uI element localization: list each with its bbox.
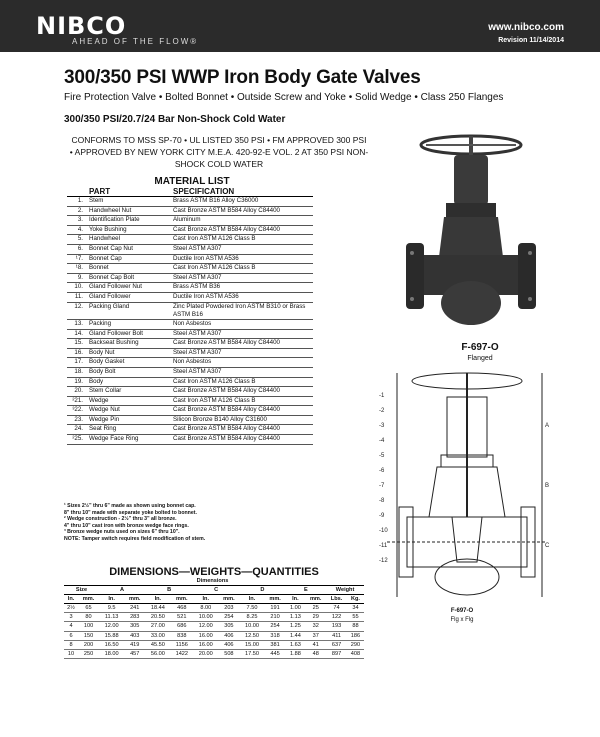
material-part-cell: Body xyxy=(87,377,171,387)
material-col-spec: SPECIFICATION xyxy=(171,187,313,197)
dim-unit-header: mm. xyxy=(78,595,99,604)
material-row xyxy=(67,235,313,245)
dim-unit-header: mm. xyxy=(305,595,326,604)
dim-cell: 305 xyxy=(124,622,145,631)
product-model-sub: Flanged xyxy=(467,355,493,362)
dim-cell: 8 xyxy=(64,640,78,649)
dim-unit-header: In. xyxy=(286,595,306,604)
svg-text:B: B xyxy=(545,483,550,489)
gate-valve-illustration xyxy=(406,125,536,340)
dim-cell: 65 xyxy=(78,604,99,613)
dim-cell: 1.44 xyxy=(286,631,306,640)
dim-unit-header: mm. xyxy=(171,595,194,604)
dim-cell: 11.13 xyxy=(99,613,124,622)
material-spec-cell: Ductile Iron ASTM A536 xyxy=(171,292,313,302)
svg-text:-12: -12 xyxy=(379,558,388,564)
material-spec-cell: Cast Bronze ASTM B584 Alloy C84400 xyxy=(171,425,313,435)
material-part-cell: Seat Ring xyxy=(87,425,171,435)
dim-cell: 18.44 xyxy=(145,604,170,613)
dim-cell: 25 xyxy=(305,604,326,613)
material-num-cell: ²25. xyxy=(67,435,87,445)
material-num-cell: 19. xyxy=(67,377,87,387)
dim-unit-header: Kg. xyxy=(347,595,364,604)
dim-cell: 468 xyxy=(171,604,194,613)
material-row xyxy=(67,367,313,377)
svg-text:C: C xyxy=(545,543,550,549)
footnotes xyxy=(64,503,324,543)
svg-text:-8: -8 xyxy=(379,498,385,504)
dim-cell: 305 xyxy=(218,622,239,631)
dimensions-title: DIMENSIONS—WEIGHTS—QUANTITIES xyxy=(109,566,319,578)
dim-cell: 1.88 xyxy=(286,649,306,658)
material-spec-cell: Steel ASTM A307 xyxy=(171,329,313,339)
material-num-cell: 20. xyxy=(67,387,87,397)
material-part-cell: Handwheel Nut xyxy=(87,206,171,216)
material-row xyxy=(67,264,313,274)
dim-cell: 445 xyxy=(265,649,286,658)
dim-cell: 193 xyxy=(326,622,347,631)
dim-letter-header: C xyxy=(193,586,239,595)
material-spec-cell: Cast Iron ASTM A126 Class B xyxy=(171,377,313,387)
dim-cell: 1156 xyxy=(171,640,194,649)
material-num-cell: ³22. xyxy=(67,406,87,416)
svg-text:-7: -7 xyxy=(379,483,385,489)
dim-cell: 150 xyxy=(78,631,99,640)
dim-cell: 48 xyxy=(305,649,326,658)
dim-cell: 41 xyxy=(305,640,326,649)
dim-cell: 838 xyxy=(171,631,194,640)
dim-cell: 20.00 xyxy=(193,649,218,658)
material-spec-cell: Steel ASTM A307 xyxy=(171,273,313,283)
dim-cell: 200 xyxy=(78,640,99,649)
dim-cell: 80 xyxy=(78,613,99,622)
dim-cell: 508 xyxy=(218,649,239,658)
dim-cell: 88 xyxy=(347,622,364,631)
section-heading: 300/350 PSI/20.7/24 Bar Non-Shock Cold Water xyxy=(64,114,286,125)
material-num-cell: 12. xyxy=(67,302,87,319)
material-row xyxy=(67,377,313,387)
dim-cell: 15.88 xyxy=(99,631,124,640)
material-row xyxy=(67,197,313,207)
company-tagline: AHEAD OF THE FLOW® xyxy=(72,37,199,46)
svg-text:-1: -1 xyxy=(379,393,385,399)
dim-unit-header: mm. xyxy=(218,595,239,604)
material-part-cell: Wedge Face Ring xyxy=(87,435,171,445)
material-num-cell: 13. xyxy=(67,319,87,329)
dim-letter-header: B xyxy=(145,586,193,595)
material-spec-cell: Aluminum xyxy=(171,216,313,226)
material-row xyxy=(67,415,313,425)
material-part-cell: Packing Gland xyxy=(87,302,171,319)
material-spec-cell: Cast Bronze ASTM B584 Alloy C84400 xyxy=(171,206,313,216)
material-part-cell: Bonnet Cap Bolt xyxy=(87,273,171,283)
material-num-cell: 16. xyxy=(67,348,87,358)
dim-group-label: Dimensions xyxy=(99,577,326,586)
diagram-model-label: F-697-O xyxy=(450,608,474,614)
material-spec-cell: Steel ASTM A307 xyxy=(171,348,313,358)
material-spec-cell: Brass ASTM B36 xyxy=(171,283,313,293)
dim-cell: 34 xyxy=(347,604,364,613)
svg-text:-5: -5 xyxy=(379,453,385,459)
svg-text:-2: -2 xyxy=(379,408,385,414)
certifications xyxy=(64,134,374,170)
material-spec-cell: Cast Bronze ASTM B584 Alloy C84400 xyxy=(171,435,313,445)
dim-cell: 290 xyxy=(347,640,364,649)
material-col-part: PART xyxy=(87,187,171,197)
dim-row xyxy=(64,640,364,649)
dim-cell: 210 xyxy=(265,613,286,622)
dim-cell: 74 xyxy=(326,604,347,613)
dim-cell: 686 xyxy=(171,622,194,631)
material-spec-cell: Cast Iron ASTM A126 Class B xyxy=(171,235,313,245)
svg-text:-11: -11 xyxy=(379,543,388,549)
dim-letter-header: D xyxy=(239,586,285,595)
material-num-cell: 9. xyxy=(67,273,87,283)
certification-line: CONFORMS TO MSS SP-70 • UL LISTED 350 PSI • FM APPROVED 300 PSI xyxy=(71,135,367,145)
material-row xyxy=(67,319,313,329)
material-num-cell: 17. xyxy=(67,358,87,368)
dim-cell: 20.50 xyxy=(145,613,170,622)
material-spec-cell: Ductile Iron ASTM A536 xyxy=(171,254,313,264)
header-bar xyxy=(0,0,600,52)
dim-cell: 18.00 xyxy=(99,649,124,658)
material-num-cell: 4. xyxy=(67,225,87,235)
dim-cell: 411 xyxy=(326,631,347,640)
material-row xyxy=(67,435,313,445)
dim-cell: 457 xyxy=(124,649,145,658)
material-row xyxy=(67,329,313,339)
material-part-cell: Gland Follower xyxy=(87,292,171,302)
dim-cell: 100 xyxy=(78,622,99,631)
material-num-cell: 1. xyxy=(67,197,87,207)
material-spec-cell: Cast Iron ASTM A126 Class B xyxy=(171,264,313,274)
material-part-cell: Stem Collar xyxy=(87,387,171,397)
svg-text:-6: -6 xyxy=(379,468,385,474)
dim-cell: 254 xyxy=(265,622,286,631)
material-part-cell: Bonnet Cap Nut xyxy=(87,244,171,254)
material-part-cell: Gland Follower Nut xyxy=(87,283,171,293)
dim-header-letters xyxy=(64,586,364,595)
material-row xyxy=(67,302,313,319)
dim-cell: 16.00 xyxy=(193,640,218,649)
footnote: NOTE: Tamper switch requires field modification of stem. xyxy=(64,535,206,542)
svg-text:-10: -10 xyxy=(379,528,388,534)
dim-cell: 27.00 xyxy=(145,622,170,631)
dim-cell: 122 xyxy=(326,613,347,622)
material-spec-cell: Cast Bronze ASTM B584 Alloy C84400 xyxy=(171,406,313,416)
material-spec-cell: Cast Bronze ASTM B584 Alloy C84400 xyxy=(171,387,313,397)
material-spec-cell: Cast Iron ASTM A126 Class B xyxy=(171,396,313,406)
dim-cell: 16.00 xyxy=(193,631,218,640)
footnote: ³ Bronze wedge nuts used on sizes 6" thru 10". xyxy=(64,529,180,536)
dim-cell: 33.00 xyxy=(145,631,170,640)
website-link[interactable]: www.nibco.com xyxy=(488,22,564,33)
material-num-cell: 11. xyxy=(67,292,87,302)
dim-cell: 1.00 xyxy=(286,604,306,613)
dimensions-table xyxy=(64,577,364,659)
dim-cell: 186 xyxy=(347,631,364,640)
material-num-cell: ¹8. xyxy=(67,264,87,274)
dim-cell: 203 xyxy=(218,604,239,613)
dim-cell: 9.5 xyxy=(99,604,124,613)
material-spec-cell: Non Asbestos xyxy=(171,358,313,368)
material-part-cell: Bonnet Cap xyxy=(87,254,171,264)
material-num-cell: 2. xyxy=(67,206,87,216)
dim-cell: 191 xyxy=(265,604,286,613)
material-row xyxy=(67,216,313,226)
dim-unit-header: mm. xyxy=(265,595,286,604)
material-part-cell: Body Gasket xyxy=(87,358,171,368)
material-spec-cell: Brass ASTM B16 Alloy C36000 xyxy=(171,197,313,207)
material-spec-cell: Steel ASTM A307 xyxy=(171,244,313,254)
dim-cell: 1.63 xyxy=(286,640,306,649)
dim-cell: 15.00 xyxy=(239,640,264,649)
dim-cell: 17.50 xyxy=(239,649,264,658)
dim-cell: 4 xyxy=(64,622,78,631)
footnote: 4" thru 10" cast iron with bronze wedge face rings. xyxy=(64,522,189,529)
material-spec-cell: Non Asbestos xyxy=(171,319,313,329)
dim-cell: 6 xyxy=(64,631,78,640)
material-part-cell: Yoke Bushing xyxy=(87,225,171,235)
cross-section-diagram xyxy=(377,367,557,607)
dim-cell: 3 xyxy=(64,613,78,622)
dim-cell: 7.50 xyxy=(239,604,264,613)
dim-cell: 241 xyxy=(124,604,145,613)
dim-unit-header: mm. xyxy=(124,595,145,604)
svg-text:A: A xyxy=(545,423,550,429)
dim-header-units xyxy=(64,595,364,604)
material-num-cell: 24. xyxy=(67,425,87,435)
certification-line: • APPROVED BY NEW YORK CITY M.E.A. 420-92-E VOL. 2 AT 350 PSI NON- xyxy=(69,147,369,157)
material-spec-cell: Steel ASTM A307 xyxy=(171,367,313,377)
dim-cell: 403 xyxy=(124,631,145,640)
material-spec-cell: Cast Bronze ASTM B584 Alloy C84400 xyxy=(171,225,313,235)
dim-row xyxy=(64,604,364,613)
material-part-cell: Handwheel xyxy=(87,235,171,245)
dim-cell: 381 xyxy=(265,640,286,649)
dim-cell: 283 xyxy=(124,613,145,622)
material-spec-cell: Cast Bronze ASTM B584 Alloy C84400 xyxy=(171,339,313,349)
material-row xyxy=(67,273,313,283)
product-model-label: F-697-O xyxy=(461,342,499,353)
material-row xyxy=(67,339,313,349)
dim-weight-label: Weight xyxy=(326,586,364,595)
dim-cell: 12.00 xyxy=(99,622,124,631)
material-part-cell: Packing xyxy=(87,319,171,329)
material-row xyxy=(67,406,313,416)
material-row xyxy=(67,358,313,368)
material-num-cell: 10. xyxy=(67,283,87,293)
dim-cell: 12.50 xyxy=(239,631,264,640)
material-row xyxy=(67,387,313,397)
company-logo: NIBCO xyxy=(36,12,127,40)
dim-cell: 1.13 xyxy=(286,613,306,622)
material-row xyxy=(67,425,313,435)
dim-cell: 419 xyxy=(124,640,145,649)
dim-cell: 29 xyxy=(305,613,326,622)
material-list-table xyxy=(67,187,313,445)
dim-row xyxy=(64,622,364,631)
dim-unit-header: In. xyxy=(193,595,218,604)
dim-unit-header: In. xyxy=(99,595,124,604)
material-num-cell: 23. xyxy=(67,415,87,425)
material-spec-cell: Silicon Bronze B140 Alloy C31600 xyxy=(171,415,313,425)
material-col-num xyxy=(67,187,87,197)
dim-cell: 254 xyxy=(218,613,239,622)
dim-cell: 32 xyxy=(305,622,326,631)
dim-cell: 8.00 xyxy=(193,604,218,613)
dim-size-label: Size xyxy=(64,586,99,595)
dim-cell: 1422 xyxy=(171,649,194,658)
svg-text:-3: -3 xyxy=(379,423,385,429)
dim-unit-header: In. xyxy=(145,595,170,604)
material-row xyxy=(67,225,313,235)
dim-cell: 637 xyxy=(326,640,347,649)
dim-cell: 408 xyxy=(347,649,364,658)
dim-letter-header: A xyxy=(99,586,145,595)
dim-row xyxy=(64,613,364,622)
material-num-cell: ²21. xyxy=(67,396,87,406)
dim-unit-header: In. xyxy=(64,595,78,604)
dim-cell: 16.50 xyxy=(99,640,124,649)
material-row xyxy=(67,348,313,358)
dim-unit-header: In. xyxy=(239,595,264,604)
dim-cell: 8.25 xyxy=(239,613,264,622)
dim-row xyxy=(64,631,364,640)
material-num-cell: 3. xyxy=(67,216,87,226)
material-row xyxy=(67,244,313,254)
dim-cell: 45.50 xyxy=(145,640,170,649)
material-num-cell: 5. xyxy=(67,235,87,245)
material-num-cell: 6. xyxy=(67,244,87,254)
page-subtitle: Fire Protection Valve • Bolted Bonnet • Outside Screw and Yoke • Solid Wedge • Class 250 Flanges xyxy=(64,92,504,103)
dim-row xyxy=(64,649,364,658)
dim-cell: 406 xyxy=(218,640,239,649)
material-part-cell: Bonnet xyxy=(87,264,171,274)
material-row xyxy=(67,254,313,264)
dim-cell: 897 xyxy=(326,649,347,658)
dim-cell: 10 xyxy=(64,649,78,658)
dim-cell: 318 xyxy=(265,631,286,640)
material-part-cell: Wedge xyxy=(87,396,171,406)
footnote: ² Wedge construction - 2½" thru 3" all bronze. xyxy=(64,516,177,523)
certification-line: SHOCK COLD WATER xyxy=(174,159,264,169)
material-part-cell: Wedge Nut xyxy=(87,406,171,416)
dim-cell: 1.25 xyxy=(286,622,306,631)
dim-unit-header: Lbs. xyxy=(326,595,347,604)
material-part-cell: Gland Follower Bolt xyxy=(87,329,171,339)
page-title: 300/350 PSI WWP Iron Body Gate Valves xyxy=(64,67,421,88)
dim-cell: 250 xyxy=(78,649,99,658)
dim-cell: 406 xyxy=(218,631,239,640)
dim-cell: 521 xyxy=(171,613,194,622)
material-spec-cell: Zinc Plated Powdered Iron ASTM B310 or Brass ASTM B16 xyxy=(171,302,313,319)
dim-cell: 2½ xyxy=(64,604,78,613)
diagram-model-sub: Flg x Flg xyxy=(450,617,474,623)
dim-letter-header: E xyxy=(286,586,327,595)
footnote: 8" thru 10" made with separate yoke bolted to bonnet. xyxy=(64,509,197,516)
material-num-cell: ¹7. xyxy=(67,254,87,264)
svg-text:-4: -4 xyxy=(379,438,385,444)
material-list-title: MATERIAL LIST xyxy=(154,176,230,187)
svg-text:-9: -9 xyxy=(379,513,385,519)
material-row xyxy=(67,396,313,406)
dim-cell: 56.00 xyxy=(145,649,170,658)
revision-date: Revision 11/14/2014 xyxy=(498,37,564,44)
material-num-cell: 15. xyxy=(67,339,87,349)
footnote: ¹ Sizes 2½" thru 6" made as shown using bonnet cap. xyxy=(64,503,196,509)
material-num-cell: 14. xyxy=(67,329,87,339)
dim-cell: 12.00 xyxy=(193,622,218,631)
material-part-cell: Stem xyxy=(87,197,171,207)
dim-cell: 10.00 xyxy=(193,613,218,622)
dim-header-group xyxy=(64,577,364,586)
dim-cell: 55 xyxy=(347,613,364,622)
material-num-cell: 18. xyxy=(67,367,87,377)
material-part-cell: Identification Plate xyxy=(87,216,171,226)
dim-cell: 37 xyxy=(305,631,326,640)
material-part-cell: Body Bolt xyxy=(87,367,171,377)
dim-cell: 10.00 xyxy=(239,622,264,631)
material-part-cell: Body Nut xyxy=(87,348,171,358)
material-row xyxy=(67,206,313,216)
material-part-cell: Backseat Bushing xyxy=(87,339,171,349)
material-row xyxy=(67,292,313,302)
material-row xyxy=(67,283,313,293)
material-part-cell: Wedge Pin xyxy=(87,415,171,425)
